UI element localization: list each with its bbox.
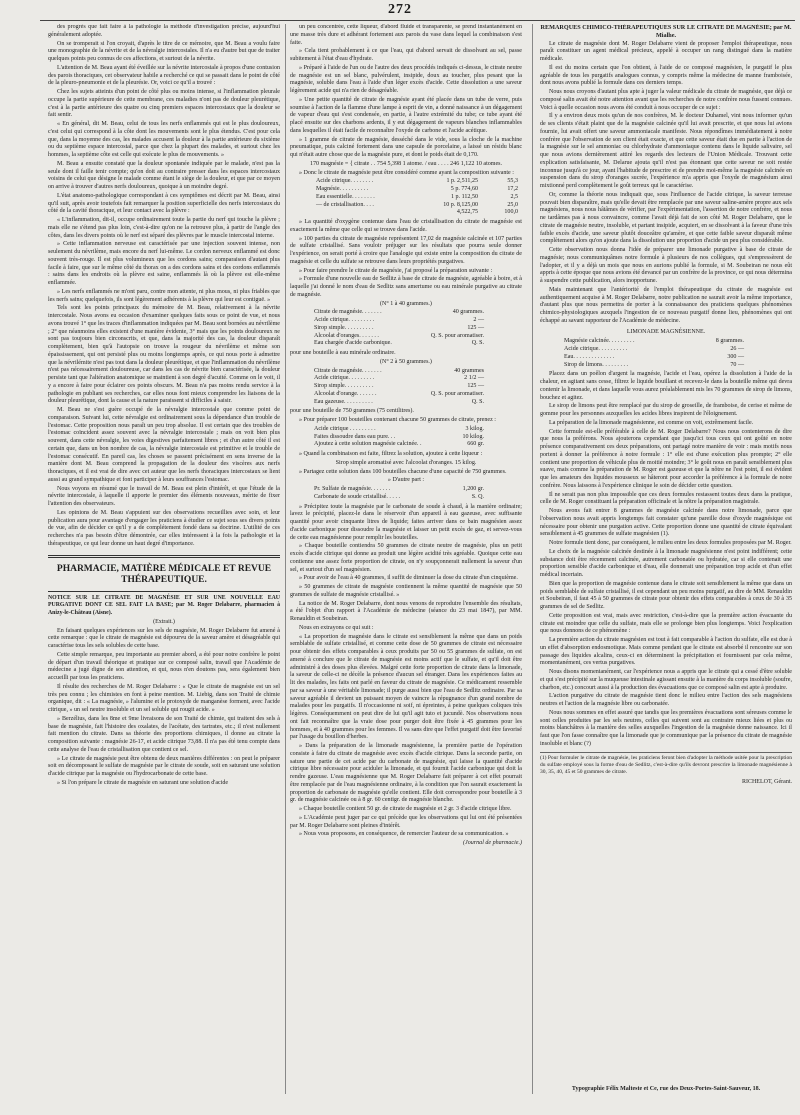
table-row (564, 346, 792, 354)
table-cell: Magnésie calcinée. . . . . . . . . (564, 338, 635, 345)
table-row (316, 209, 522, 217)
paragraph: Le citrate de magnésie dont M. Roger Delabarre vient de proposer l'emploi thérapeutique, nous paraît constituer un agent médical précieux, appelé à occuper un rang distingué dans la matière médicale. (540, 40, 792, 62)
paragraph: Le sirop de limons peut être remplacé par du sirop de groseille, de framboise, de cerise et même de gomme pour les personnes auxquelles les acides libres inspirent de l'éloignement. (540, 403, 792, 417)
paragraph: Il y a environ deux mois qu'un de nos confrères, M. le docteur Duhamel, vint nous informer qu'un de ses clients s'était plaint que de la magnésie calcinée qu'il lui avait prescrite, et que nous lui avions fournie, lui avait offert une saveur ammoniacale manifeste. Nous répondîmes immédiatement à notre confrère que l'observation de son client était exacte, et que cette saveur était due en partie à l'action de la magnésie sur le sel ammoniac ou chlorhydrate d'ammoniaque contenu dans le liquide salivaire, sel que nous avions dernièrement attiré les regards des lecteurs de l'Union Médicale. Trouvant cette explication satisfaisante, M. Delarue ajouta qu'il n'est pas étonnant que cette saveur ne soit restée inconnue jusqu'à ce jour, ayant l'habitude de prescrire et de prendre moi-même la magnésie calcinée en suspension dans du sirop d'oranges sucrée, l'expérience m'a appris que l'oxyde de magnésium ainsi mixtionné perd complètement le goût terreux qui le caractérise. (540, 113, 792, 189)
column-1-article (48, 24, 280, 549)
column-2 (290, 24, 522, 1094)
table-cell: Q. S. (471, 398, 484, 405)
paragraph: » Partagez cette solution dans 100 bouteilles chacune d'une capacité de 750 grammes. (299, 468, 507, 475)
table-row (314, 333, 522, 341)
table-row (316, 202, 522, 210)
paragraph: » L'Académie peut juger par ce qui précède que les observations qui lui ont été présentées par M. Roger Delabarre sont pleines d'intérêt. (290, 814, 522, 829)
paragraph: M. Beau ne s'est guère occupé de la névralgie intercostale que comme point de comparaison. Suivant lui, cette névralgie est ordinairement sous la dépendance d'un trouble de l'estomac. Cette proposition nous paraît un peu trop absolue. Il est certain que des troubles de l'estomac coïncident assez souvent avec la névralgie intercostale ; mais on voit bien plus souvent, dans cette névralgie, les voies digestives parfaitement libres ; et d'un autre côté il est certain que, dans un bon nombre de cas, la névralgie intercostale est primitive et le trouble de l'estomac consécutif. En pareil cas, les choses se passent précisément en sens inverse de la manière dont M. Beau comprend la propagation de la douleur des viscères aux nerfs thoraciques, et il est vrai de dire avec cet auteur que les nerfs thoraciques intercostaux se lient aussi au grand sympathique et font participer à leurs souffrances l'estomac. (48, 407, 280, 483)
paragraph: L'attention de M. Beau ayant été éveillée sur la névrite intercostale à propos d'une contusion des parois thoraciques, cet observateur habile a recherché ce qui se passait dans le point de côté de la pleuro-pneumonie et de la pleurésie. Or, voici ce qu'il a trouvé : (48, 64, 280, 87)
paragraph: Nous avons fait entrer 8 grammes de magnésie calcinée dans notre limonade, parce que l'observation nous avait appris longtemps fait constater qu'une pareille dose d'oxyde magnésique est nécessaire pour obtenir une purgation active. Cette proportion donne une quantité de citrate équivalant sensiblement à 45 grammes de sulfate magnésien (1). (540, 508, 792, 538)
table-cell: 1,200 gr. (462, 486, 484, 492)
formula-1 (314, 309, 522, 348)
table-cell: 17,2 (507, 186, 518, 192)
paragraph: » Dans la préparation de la limonade magnésienne, la première partie de l'opération consiste à faire du citrate de magnésie avec excès d'acide citrique. Dans la seconde partie, on sature une partie de cet acide par du carbonate de magnésie, qui laisse la quantité d'acide citrique libre nécessaire pour aciduler la limonade, et qui fournit l'acide carbonique qui doit la rendre gazeuse. L'eau magnésienne que M. Roger Delabarre fait préparer à cet effet pourrait être remplacée par de l'eau magnésienne ordinaire, à la condition que l'on saurait exactement la proportion de carbonate de magnésie qu'elle contient. Elle doit correspondre pour bouteille à 3 gr. de magnésie calcinée ou à 8 gr. 60 centigr. de magnésie blanche. (290, 743, 522, 804)
section-divider (48, 555, 280, 558)
formula-note: pour une bouteille à eau minérale ordinaire. (290, 350, 396, 356)
paragraph: » Si l'on prépare le citrate de magnésie en saturant une solution d'acide (57, 779, 229, 786)
paragraph: « La proportion de magnésie dans le citrate est sensiblement la même que dans un poids semblable de sulfate cristallisé, et comme cette dose de 50 grammes de citrate est nécessaire pour obtenir des effets comparables à ceux produits par 50 ou 55 grammes de sulfate, on est amené à conclure que le citrate de magnésie est moins actif que le sulfate, et qu'il doit être administré à des doses plus élevées. Malgré cette forte proportion de citrate dans la limonade, la saveur de celle-ci ne décèle la présence d'aucun sel étranger. Dans les expériences faites au lit des malades, les faits ont parlé en faveur du citrate de magnésie. Ce médicament ressemble par sa saveur à une véritable limonade; il purge aussi bien que l'eau de Sedlitz ordinaire. Par sa saveur agréable il devient un puissant moyen de vaincre la répugnance d'un grand nombre de malades pour les purgatifs. Il n'occasionne ni soif, ni épreintes, à peine quelques coliques très légères. Conséquemment on peut dire de lui qu'il agit tuto et jucundè. Nos observations nous ont fait reconnaître que la vraie dose pour purger doit être fixée à 45 grammes pour les hommes, et à 40 grammes pour les femmes. Il va sans dire que l'effet purgatif doit être favorisé par l'usage du bouillon d'herbes. (290, 633, 522, 741)
table-row (314, 391, 522, 399)
paragraph: « L'inflammation, dit-il, occupe ordinairement toute la partie du nerf qui touche la plèvre ; mais elle ne s'étend pas plus loin, c'est-à-dire qu'on ne la retrouve plus, à partir de l'angle des côtes, dans les divers points où le nerf est séparé des plèvres par le muscle intercostal interne. (48, 217, 280, 239)
table-cell: 3 kilog. (465, 425, 484, 432)
paragraph: Chez les sujets atteints d'un point de côté plus ou moins intense, si l'inflammation pleurale occupe la partie supérieure de cette membrane, ces maladies n'ont pas de douleur pleurétique, c'est à la partie antérieure des quatre ou cinq premiers espaces intercostaux que la douleur se fait sentir. (48, 89, 280, 119)
table-cell (316, 209, 428, 217)
table-cell: Alcoolat d'orange. . . . . . . (314, 390, 377, 397)
table-cell: 5 p. 774,60 (450, 186, 478, 192)
paragraph: Mais maintenant que l'antériorité de l'emploi thérapeutique du citrate de magnésie est authentiquement acquise à M. Roger Delabarre, notre publication ne saurait avoir la même importance, d'autant plus que nous permettra de porter à la connaissance des praticiens quelques phénomènes chimico-physiologiques auxquels l'ingestion de ce nouveau purgatif donne lieu, phénomènes qui ont échappé au savant rapporteur de l'Académie de médecine. (540, 286, 792, 324)
paragraph: » Nous vous proposons, en conséquence, de remercier l'auteur de sa communication. » (299, 831, 509, 838)
table-cell: Faites dissoudre dans eau pure. . . (314, 433, 396, 440)
printer-imprint: Typographie Félix Malteste et Ce, rue des Deux-Portes-Saint-Sauveur, 18. (571, 1086, 761, 1093)
table-cell: Q. S. pour aromatiser. (430, 332, 484, 339)
table-row (564, 338, 792, 346)
table-row (564, 362, 792, 370)
table-row (314, 340, 522, 348)
table-cell: Pr. Sulfate de magnésie. . . . . . . (314, 486, 391, 492)
table-cell: 4,522,75 (456, 209, 478, 216)
footnote: (1) Pour formuler le citrate de magnésie, les praticiens feront bien d'adopter la méthode usitée pour la prescription du sulfate employé sous la forme d'eau de Sedlitz, c'est-à-dire qu'ils devront prescrire la limonade magnésienne à 30, 35, 40, 45 et 50 grammes de citrate. (540, 752, 792, 776)
table-row (314, 434, 522, 442)
table-row (314, 426, 522, 434)
table-cell: Alcoolat d'oranges. . . . . . . (314, 332, 379, 339)
formula-2 (314, 368, 522, 407)
table-row (314, 325, 522, 333)
paragraph: » 50 grammes de citrate de magnésie contiennent la même quantité de magnésie que 50 grammes de sulfate de magnésie cristallisé. » (290, 584, 522, 598)
table-cell: Acide citrique. . . . . . . . . . (564, 346, 628, 352)
paragraph: » Formule d'une nouvelle eau de Sedlitz à base de citrate de magnésie, agréable à boire, et à laquelle j'ai donné le nom d'eau de Sedlitz sans amertume ou eau minérale purgative au citrate de magnésie. (290, 276, 522, 298)
paragraph: Nous voyons en résumé que le travail de M. Beau est plein d'intérêt, et que l'étude de la névrite intercostale, à laquelle il apporte le premier des éléments nouveaux, mérite de fixer l'attention des observateurs. (48, 485, 280, 507)
header-rule (40, 20, 795, 21)
table-cell: 40 grammes. (452, 309, 484, 316)
paragraph: Cette observation nous donna l'idée de préparer une limonade purgative à base de citrate de magnésie; nous communiquâmes notre formule à plusieurs de nos collègues, qui s'empressèrent de l'adopter, et il y a déjà un mois que nous en aurions publié la formule, si M. Soubeiran ne nous eût appris à cette époque que nous avions été devancé par un confrère de la province, ce qui nous détermina à suspendre cette publication, alors inopportune. (540, 247, 792, 284)
table-row (314, 494, 522, 502)
section-divider (48, 591, 280, 592)
table-cell: 10 kilog. (462, 433, 484, 440)
table-row (314, 309, 522, 317)
formula-3 (314, 426, 522, 449)
table-row (314, 399, 522, 407)
paragraph: La notice de M. Roger Delabarre, dont nous venons de reproduire l'ensemble des résultats, a été l'objet d'un rapport à l'Académie de médecine (séance du 23 mai 1847), par MM. Renauldin et Soubeiran. (290, 600, 522, 622)
recipe-title: LIMONADE MAGNÉSIENNE. (626, 328, 706, 335)
table-cell: Sirop de limons. . . . . . . . . (564, 361, 628, 368)
formula-4 (314, 486, 522, 502)
column-divider (532, 24, 533, 1094)
table-cell: 125 — (467, 324, 484, 331)
table-cell: Q. S. pour aromatiser. (430, 390, 484, 397)
table-cell: 10 p. 8,125,00 (443, 201, 478, 208)
table-cell: Sirop simple. . . . . . . . . . (314, 383, 374, 389)
column-3 (540, 24, 792, 1094)
table-cell: Ajoutez à cette solution magnésie calcinée. . (314, 441, 422, 448)
paragraph: Il ne serait pas non plus impossible que ces deux formules restassent toutes deux dans la pratique, celle de M. Roger constituant la préparation officinale et la nôtre la préparation magistrale. (540, 491, 792, 506)
notice-title: NOTICE SUR LE CITRATE DE MAGNÉSIE ET SUR UNE NOUVELLE EAU PURGATIVE DONT CE SEL FAIT LA BASE; par M. Roger Delabarre, pharmacien à Anizy-le-Château (Aisne). (48, 594, 280, 616)
paragraph: » Chaque bouteille contiendra 50 grammes de citrate neutre de magnésie, plus un petit excès d'acide citrique qui donne au produit une légère acidité très agréable. Quoique cette eau contienne une assez forte proportion de citrate, on n'y soupçonnerait nullement la saveur d'un sel, et surtout d'un sel magnésien. (290, 543, 522, 573)
table-cell: 25,0 (507, 201, 518, 208)
paragraph: » Préparé à l'aide de l'un ou de l'autre des deux procédés indiqués ci-dessus, le citrate neutre de magnésie est un sel blanc, pulvérulent, insipide, doux au toucher, plus pesant que la magnésie, soluble dans l'eau à l'aide d'un léger excès d'acide. Cette dissolution a une saveur légèrement acide qui n'a rien de désagréable. (290, 64, 522, 94)
table-cell: 8 grammes. (715, 338, 744, 345)
table-cell: Eau gazeuse. . . . . . . . . . (314, 398, 373, 405)
table-row (314, 383, 522, 391)
extrait-label: (Extrait.) (153, 618, 175, 625)
table-row (316, 194, 522, 202)
paragraph: On se tromperait si l'on croyait, d'après le titre de ce mémoire, que M. Beau a voulu faire une monographie de la névrite et de la névralgie intercostales. Il n'a eu d'autre but que de traiter quelques points peu connus de ces affections, et surtout de la névrite. (48, 40, 280, 62)
paragraph: Le choix de la magnésie calcinée destinée à la limonade magnésienne n'est point indifférent; cette substance doit être récemment calcinée, autrement carbonatée ou hydratée, car si elle contenait une proportion sensible d'acide carbonique et d'eau, elle donnerait une préparation trop acide et d'un effet médical incertain. (540, 548, 792, 578)
page-number: 272 (388, 2, 412, 17)
table-cell: Eau chargée d'acide carbonique. (314, 340, 392, 347)
paragraph: » Chaque bouteille contient 50 gr. de citrate de magnésie et 2 gr. 3 d'acide citrique libre. (299, 806, 512, 812)
paragraph: » Cela tient probablement à ce que l'eau, qui d'abord servait de dissolvant au sel, passe subitement à l'état d'eau d'hydrate. (290, 48, 522, 62)
paragraph: Bien que la proportion de magnésie contenue dans le citrate soit sensiblement la même que dans un poids semblable de sulfate cristallisé, il est cependant un peu moins purgatif, au dire de MM. Renauldin et Soubeiran, il faut 45 à 50 grammes de citrate pour obtenir des effets comparables à ceux de 30 à 35 grammes de sel de Sedlitz. (540, 580, 792, 610)
source-citation: (Journal de pharmacie.) (463, 840, 522, 846)
table-row (316, 186, 522, 194)
table-row (314, 441, 522, 449)
table-row (314, 317, 522, 325)
paragraph: » Les nerfs enflammés ne m'ont paru, contre mon attente, ni plus mous, ni plus friables que les nerfs sains; quelquefois, ils sont légèrement adhérents à la plèvre qui leur est contiguë. » (48, 288, 280, 303)
table-cell: 2 — (473, 317, 484, 323)
paragraph: Sirop simple aromatisé avec l'alcoolat d'oranges. 15 kilog. (335, 459, 477, 466)
column-1 (48, 24, 280, 1094)
table-cell: 660 gr. (467, 441, 484, 448)
table-row (314, 486, 522, 494)
table-cell: Q. S. (471, 340, 484, 347)
table-cell: Eau. . . . . . . . . . . . . . (564, 353, 615, 360)
article-title: REMARQUES CHIMICO-THÉRAPEUTIQUES SUR LE CITRATE DE MAGNÉSIE; par M. Mialhe. (540, 24, 792, 39)
table-cell: 55,3 (507, 178, 518, 185)
paragraph: » Quand la combinaison est faite, filtrez la solution, ajoutez à cette liqueur : (299, 451, 483, 457)
table-row (564, 354, 792, 362)
paragraph: Il résulte des recherches de M. Roger Delabarre : « Que le citrate de magnésie est un sel très peu connu ; les chimistes en font à peine mention. M. Liebig, dans son Traité de chimie organique, dit : « La magnésie, » l'alumine et le protoxyde de manganèse forment, avec l'acide citrique, » un sel neutre insoluble et un sel soluble qui rougit acide. » (48, 683, 280, 713)
paragraph: des progrès que fait faire à la pathologie la méthode d'investigation précise, aujourd'hui généralement adoptée. (48, 24, 280, 38)
paragraph: L'état anatomo-pathologique correspondant à ces symptômes est décrit par M. Beau, ainsi qu'il suit, après avoir toutefois fait remarquer la position superficielle des nerfs intercostaux du côté de la cavité thoracique, et leur contact avec la plèvre : (48, 192, 280, 215)
table-row (314, 368, 522, 376)
formula-title: (N° 2 à 50 grammes.) (380, 358, 432, 365)
paragraph: Il est du moins certain que l'on obtient, à l'aide de ce composé magnésien, le purgatif le plus agréable de tous les purgatifs analogues connus, y compris même la médecine de manne framboisée, dont nous avons publié la formule dans ces derniers temps. (540, 64, 792, 87)
paragraph: Placez dans un poêlon d'argent la magnésie, l'acide et l'eau, opérez la dissolution à l'aide de la chaleur, en agitant sans cesse, filtrez le liquide bouillant et recevez-le dans la bouteille même qui devra contenir la limonade, et dans laquelle vous aurez préalablement mis les 70 grammes de sirop de limons, bouchez et agitez. (540, 371, 792, 401)
paragraph: » Pour préparer 100 bouteilles contenant chacune 50 grammes de citrate, prenez : (299, 417, 496, 423)
paragraph: La préparation de la limonade magnésienne, est comme on voit, extrêmement facile. (549, 419, 754, 426)
paragraph: Tels sont les points principaux du mémoire de M. Beau, relativement à la névrite intercostale. Nous avons eu occasion d'examiner quelques faits sous ce point de vue, et nous avons trouvé 1° que les traces d'inflammation indiquées par M. Beau sont bornées au névrilème ; 2° que néanmoins elles existent d'une manière évidente, 3° mais que les points douloureux ne sont pas toujours bien circonscrits, et que, dans la majorité des cas, la douleur disparaît complètement, bien qu'à l'autopsie on trouve la rougeur du névrilème et même son épaississement, qui ont persisté plus ou moins longtemps après, ce qui nous porte à admettre que la névrilémite n'est pas tout dans la douleur pleurétique, et que l'inflammation du névrilème n'est pas nécessairement douloureuse, car dans les cas de névrite bien caractérisée, la douleur persiste tant que l'altération anatomique se maintient à son degré d'acuité. Comme on le voit, il y a encore à faire pour éclairer ces points obscurs. M. Beau n'a pas moins rendu service à la pathologie en publiant ses recherches, car elles nous font mieux comprendre les liaisons de la douleur pleurétique, dont la cause et la nature paraissent si difficiles à saisir. (48, 305, 280, 405)
recipe-table (564, 338, 792, 369)
paragraph: « En général, dit M. Beau, celui de tous les nerfs enflammés qui est le plus douloureux, c'est celui qui correspond à la côte dont les mouvements sont le plus étendus. C'est pour cela que, dans la moyenne des cas, les malades accusent la douleur à la partie antérieure du sixième ou du septième espace intercostal, parce que chez la plupart des malades, et surtout chez les hommes, la septième côte est celle qui exécute le plus de mouvements. » (48, 121, 280, 158)
formula-title: (N° 1 à 40 grammes.) (380, 300, 432, 307)
paragraph: Nous en extrayons ce qui suit : (299, 624, 374, 631)
paragraph: Nous disons momentanément, car l'expérience nous a appris que le citrate qui a cessé d'être soluble et qui s'est précipité sur la muqueuse intestinale agissant ensuite à la manière du corps insoluble (soufre, charbon, etc.) concourt aussi à la production des évacuations que ce composé salin est apte à produire. (540, 669, 792, 691)
table-cell: 26 — (730, 346, 744, 352)
table-cell: 300 — (727, 353, 744, 360)
paragraph: Nous nous croyons d'autant plus apte à juger la valeur médicale du citrate de magnésie, que déjà ce composé salin avait été notre attention avant que les recherches de notre confrère nous fussent connues. Voici à quelle occasion nous avons été conduit à nous occuper de ce sujet : (540, 89, 792, 111)
table-cell: 70 — (730, 361, 744, 368)
paragraph: L'action purgative du citrate de magnésie tient donc le milieu entre l'action des sels magnésiens neutres et l'action de la magnésie libre ou carbonatée. (540, 693, 792, 707)
paragraph: » Le citrate de magnésie peut être obtenu de deux manières différentes : on peut le préparer soit en décomposant le sulfate de magnésie par le citrate de soude, soit en saturant une solution d'acide citrique par la magnésie ou l'hydrocarbonate de cette base. (48, 755, 280, 777)
column-divider (285, 24, 286, 1094)
table-cell: S. Q. (471, 493, 484, 500)
table-cell: Magnésie. . . . . . . . . . (316, 186, 369, 192)
table-cell: Sirop simple. . . . . . . . . . (314, 324, 374, 331)
paragraph: » Pour faire prendre le citrate de magnésie, j'ai proposé la préparation suivante : (299, 267, 493, 274)
table-cell: 40 grammes (454, 367, 484, 374)
table-cell: Acide citrique. . . . . . . . . (314, 317, 375, 323)
paragraph: » Précipitez toute la magnésie par le carbonate de soude à chaud, à la manière ordinaire; lavez le précipité, placez-le dans le réservoir d'un appareil à eau gazeuse, avec suffisante quantité pour avoir cinquante litres de liquide; faites arriver dans ce bain magnésien assez d'acide carbonique pour dissoudre la magnésie et laisser un petit excès de gaz, et servez-vous de cette eau magnésienne pour remplir les bouteilles. (290, 503, 522, 541)
paragraph: » 1 gramme de citrate de magnésie, desséché dans le vide, sous la cloche de la machine pneumatique, puis calciné fortement dans une capsule de porcelaine, a laissé un résidu blanc qui n'était autre chose que de la magnésie pure, et dont le poids était de 0,170. (290, 136, 522, 158)
formula-line: 170 magnésie = { citrate . . 754 5,398 1 atome. / eau . . . . 246 1,122 10 atomes. (310, 160, 503, 167)
paragraph: M. Beau a ensuite constaté que la douleur spontanée indiquée par le malade, n'est pas la seule dont il faille tenir compte; qu'on doit au contraire presser dans les espaces intercostaux voisins de celui que désigne le malade comme étant le siège de la douleur, et que par ce moyen on arrive à trouver d'autres nerfs douloureux, quoique à un moindre degré. (48, 160, 280, 190)
table-cell: — de cristallisation. . . . (316, 201, 374, 208)
paragraph: En faisant quelques expériences sur les sels de magnésie, M. Roger Delabarre fut amené à cette remarque : que le citrate de magnésie est dépourvu de la saveur amère et désagréable qui caractérise tous les sels solubles de cette base. (48, 627, 280, 649)
paragraph: » Donc le citrate de magnésie peut être considéré comme ayant la composition suivante : (299, 169, 514, 176)
table-cell: 1 p. 2,511,25 (446, 178, 478, 185)
paragraph: » Une petite quantité de citrate de magnésie ayant été placée dans un tube de verre, puis soumise à l'action de la flamme d'une lampe à esprit de vin, a donné naissance à un dégagement de vapeur d'eau qui s'est condensée, en partie, à l'autre extrémité du tube; ce tube ayant été placé ensuite sur des charbons ardents, il y eut dégagement de vapeurs blanches inflammables dans lesquelles il était facile de reconnaître l'oxyde de carbone et l'acide acétique. (290, 96, 522, 134)
paragraph: Nous nous sommes en effet assuré que tandis que les premières évacuations sont séreuses comme le sont celles produites par les sels neutres, celles qui suivent sont au contraire mieux liées et plus ou moins blanchâtres à la manière des selles auxquelles l'ingestion de la magnésie donne naissance. Ici il faut que l'on fasse connaître que la limonade que je communique par la présence du citrate de magnésie insoluble et blanc (?) (540, 709, 792, 747)
table-cell: Acide citrique . . . . . . . . . (314, 425, 376, 432)
paragraph: un peu concentrée, cette liqueur, d'abord fluide et transparente, se prend instantanément en une masse très dure et adhérant fortement aux parois du vase dans lequel la combinaison s'est faite. (290, 24, 522, 46)
paragraph: » D'autre part : (387, 477, 425, 484)
formula-note: pour une bouteille de 750 grammes (75 centilitres). (290, 408, 414, 415)
table-cell: Acide citrique. . . . . . . . . (314, 375, 375, 382)
paragraph: » Cette inflammation nerveuse est caractérisée par une injection souvent intense, non seulement du névrilème, mais encore du nerf lui-même. Le cordon nerveux enflammé est donc souvent très-rouge. Il est plus volumineux que les cordons sains; comparaison d'autant plus facile à faire, que sur le même côté du thorax on a des cordons sains et des cordons enflammés : sains dans les endroits où la plèvre est saine, enflammés là où la plèvre est elle-même enflammée. (48, 241, 280, 286)
paragraph: » 100 parties du citrate de magnésie représentent 17,02 de magnésie calcinée et 107 parties de sulfate cristallisé. Sans vouloir préjuger sur les résultats que pourra seule donner l'expérience, on serait porté à croire que l'analogie qui existe entre la composition du citrate de magnésie et celle du sulfate se retrouve dans leurs propriétés purgatives. (290, 235, 522, 265)
manager-signature: RICHELOT, Gérant. (741, 778, 792, 785)
paragraph: Cette proposition est vrai, mais avec restriction, c'est-à-dire que la première action évacuante du citrate est moindre que celle du sulfate, mais elle se prolonge bien plus longtemps. Voici l'explication que nous donnons de ce phénomène : (540, 612, 792, 635)
composition-table (316, 178, 522, 217)
table-cell: Acide citrique. . . . . . . . (316, 178, 374, 185)
paragraph: » Berzélius, dans les 8me et 9me livraisons de son Traité de chimie, qui traitent des sels à base de magnésie, fait l'histoire des oxalates, de l'acétate, des tartrates, etc.; il n'est nullement fait mention du citrate. Dans sa théorie des proportions chimiques, il donne au citrate la composition suivante : magnésie 26-17, et acide citrique 73,88. Il n'a pas été tenu compte dans cette analyse de l'eau de cristallisation que contient ce sel. (48, 715, 280, 753)
table-cell: 1 p. 112,50 (451, 193, 478, 200)
paragraph: » Pour avoir de l'eau à 40 grammes, il suffit de diminuer la dose du citrate d'un cinquième. (299, 575, 518, 582)
table-cell: Carbonate de soude cristallisé. . . . . (314, 493, 400, 500)
paragraph: Cette formule est-elle préférable à celle de M. Roger Delabarre? Nous nous contenterons de dire que nous la préférons. Nous ajouterons cependant que jusqu'ici tous ceux qui ont goûté en notre présence comparativement ces deux préparations, ont partagé notre manière de voir : mais motifs nous portent à donner la préférence à notre formule : 1° elle est d'une exécution plus prompte; 2° elle contient une proportion de véhicule plus de moitié moindre; 3° le goût nous en paraît sensiblement plus suave, mais comme la préparation de M. Roger est gazeuse et que la nôtre ne l'est point, il est évident que les amateurs des liquides mousseux se hâteront pour accorder la préférence à la formule de notre confrère. Nous laissons à l'expérience clinique le soin de décider cette question. (540, 428, 792, 489)
table-cell: 125 — (467, 383, 484, 389)
table-cell: Citrate de magnésie. . . . . . . (314, 367, 382, 374)
table-cell: Eau essentielle. . . . . . . . (316, 193, 375, 200)
paragraph: Notre formule tient donc, par conséquent, le milieu entre les deux formules proposées par M. Roger. (549, 540, 792, 546)
paragraph: Les opinions de M. Beau s'appuient sur des observations recueillies avec soin, et leur publication aura pour avantage d'engager les praticiens à étudier ce sujet sous ses divers points de vue, afin de décider ce qu'il y a de complétement fondé dans sa doctrine. L'utilité de ces recherches n'a pas besoin d'être démontrée, car elles intéressent à la fois la pathologie et la thérapeutique, ce qui leur donne un haut degré d'importance. (48, 509, 280, 547)
table-cell: Citrate de magnésie. . . . . . . (314, 309, 382, 316)
table-row (314, 375, 522, 383)
table-cell: 2,5 (510, 193, 518, 200)
paragraph: La première action du citrate magnésien est tout à fait comparable à l'action du sulfate, elle est due à un effet d'absorption endosmotique. Mais comme pendant que le citrate est absorbé il rencontre sur son passage des liquides alcalins, ceux-ci en déterminent la précipitation et fournissent par cela même, momentanément, ces vertus purgatives. (540, 637, 792, 667)
section-title: PHARMACIE, MATIÈRE MÉDICALE ET REVUE THÉRAPEUTIQUE. (56, 563, 272, 585)
paragraph: Or, comme la théorie nous indiquait que, sous l'influence de l'acide citrique, la saveur terreuse pouvait bien disparaître, mais qu'elle devait être remplacée par une saveur saline-amère propre aux sels magnésiens, nous nous hâtâmes de vérifier, par l'expérimentation, l'assertion de notre confrère, et nous ne tardâmes pas à nous convaincre, comme l'avait déjà fait de son côté M. Roger Delabarre, que le citrate de magnésie neutre, insoluble, et partant insipide, acquiert, en se dissolvant à la faveur d'une très faible excès d'acide, une saveur plutôt douceâtre qu'amère, et que cette faible saveur disparaît même complètement alors qu'on ajoute dans la dissolution une proportion d'acide un peu plus considérable. (540, 191, 792, 245)
paragraph: » La quantité d'oxygène contenue dans l'eau de cristallisation du citrate de magnésie est exactement la même que celle qui se trouve dans l'acide. (290, 219, 522, 233)
paragraph: Cette simple remarque, peu importante au premier abord, a été pour notre confrère le point de départ d'un travail théorique et pratique sur ce composé salin, travail que l'Académie de médecine a jugé digne de son attention, et qui, nous n'en doutons pas, sera également bien accueilli par tous les praticiens. (48, 651, 280, 681)
table-cell: 100,0 (504, 209, 518, 216)
table-cell: 2 1/2 — (464, 375, 484, 382)
table-row (316, 178, 522, 186)
